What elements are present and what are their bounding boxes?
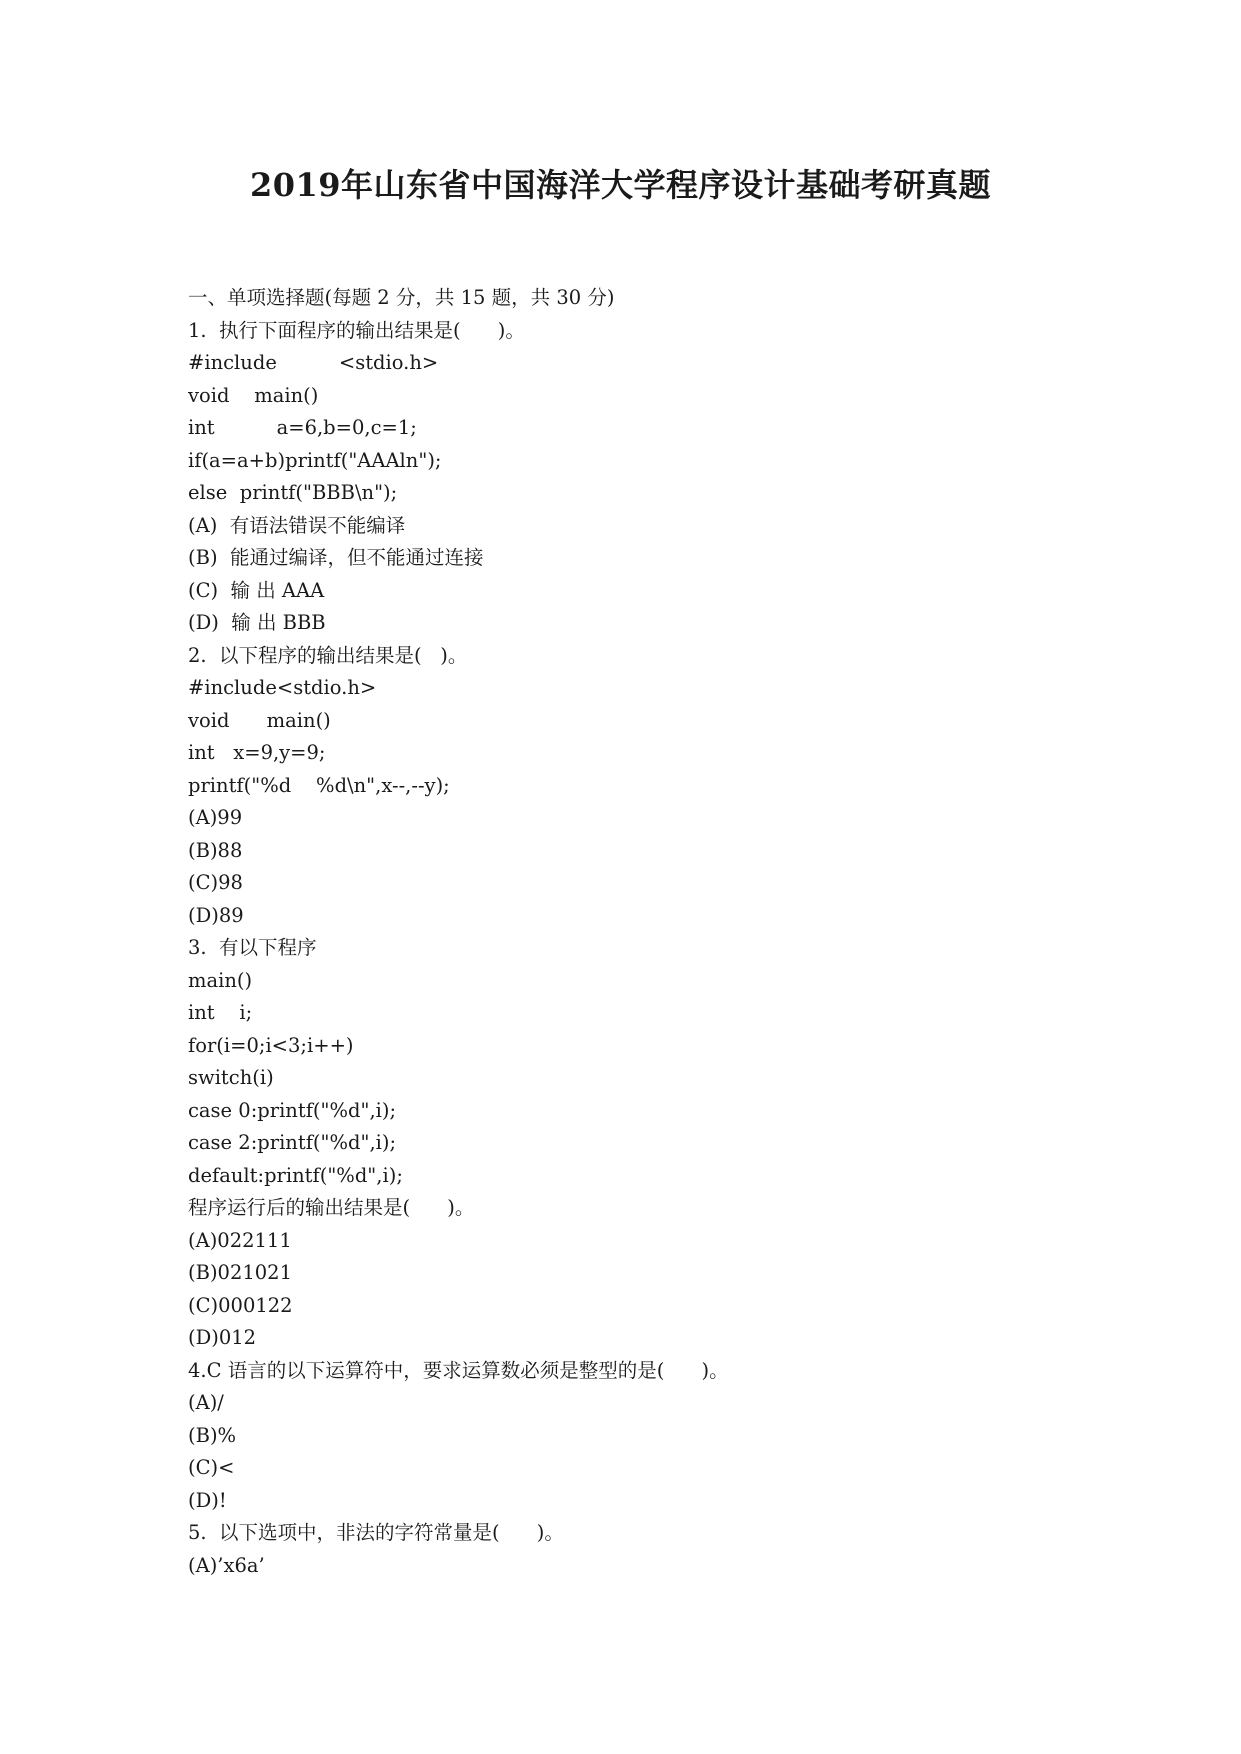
text-line: (A)/ xyxy=(188,1391,224,1414)
text-line: if(a=a+b)printf("AAAln"); xyxy=(188,448,442,472)
text-line: case 0:printf("%d",i); xyxy=(188,1098,397,1122)
text-line: switch(i) xyxy=(188,1066,274,1089)
text-line: (C)98 xyxy=(188,871,243,894)
text-line: printf("%d %d\n",x--,--y); xyxy=(188,773,450,797)
text-line: default:printf("%d",i); xyxy=(188,1163,403,1187)
text-line: 3. 有以下程序 xyxy=(188,936,317,959)
text-line: int x=9,y=9; xyxy=(188,741,326,764)
text-line: (D) 输 出 BBB xyxy=(188,611,326,634)
text-line: (A)99 xyxy=(188,806,243,829)
text-line: 程序运行后的输出结果是( )。 xyxy=(188,1196,475,1219)
text-line: case 2:printf("%d",i); xyxy=(188,1131,397,1154)
text-line: (C)000122 xyxy=(188,1293,293,1317)
text-line: (D)89 xyxy=(188,903,244,927)
text-line: #include<stdio.h> xyxy=(188,676,377,699)
text-line: (D)012 xyxy=(188,1326,257,1349)
text-line: (C) 输 出 AAA xyxy=(188,578,325,602)
text-line: (A)022111 xyxy=(188,1228,292,1252)
text-line: else printf("BBB\n"); xyxy=(188,481,398,504)
document-title: 2019年山东省中国海洋大学程序设计基础考研真题 xyxy=(249,166,992,204)
text-line: (B)% xyxy=(188,1423,237,1447)
question-body xyxy=(188,282,1088,1582)
text-line: #include <stdio.h> xyxy=(188,351,439,374)
text-line: (A) 有语法错误不能编译 xyxy=(188,513,406,537)
text-line: (B)021021 xyxy=(188,1261,292,1284)
text-line: 4.C 语言的以下运算符中，要求运算数必须是整型的是( )。 xyxy=(188,1358,729,1382)
text-line: void main() xyxy=(188,383,319,407)
text-line: void main() xyxy=(188,708,331,732)
text-line: 1. 执行下面程序的输出结果是( )。 xyxy=(188,318,525,342)
text-line: 5. 以下选项中，非法的字符常量是( )。 xyxy=(188,1521,564,1544)
text-line: for(i=0;i<3;i++) xyxy=(188,1033,354,1057)
text-line: (C)< xyxy=(188,1456,235,1479)
text-line: (B)88 xyxy=(188,838,243,862)
text-line: (B) 能通过编译，但不能通过连接 xyxy=(188,546,484,569)
text-line: int i; xyxy=(188,1001,253,1024)
text-line: (D)! xyxy=(188,1488,227,1512)
text-line: 2. 以下程序的输出结果是( )。 xyxy=(188,643,468,667)
text-line: main() xyxy=(188,968,253,992)
text-line: int a=6,b=0,c=1; xyxy=(188,416,417,439)
text-line: (A)’x6a’ xyxy=(188,1553,265,1577)
text-line: 一、单项选择题(每题 2 分，共 15 题，共 30 分) xyxy=(188,286,615,309)
